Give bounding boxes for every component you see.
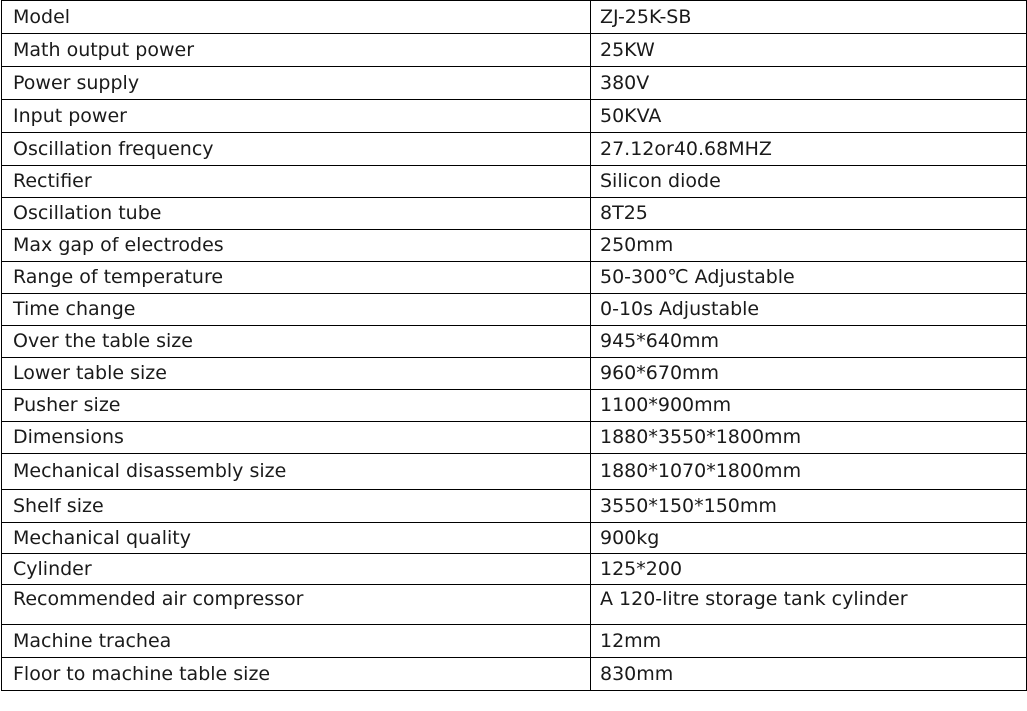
param-value-cell: 945*640mm — [591, 326, 1027, 358]
table-row — [2, 34, 1027, 67]
param-value-cell: 1880*1070*1800mm — [591, 454, 1027, 490]
table-row — [2, 554, 1027, 585]
param-value-cell: 125*200 — [591, 554, 1027, 585]
param-name-cell: Over the table size — [2, 326, 591, 358]
param-name-cell: Time change — [2, 294, 591, 326]
param-name-cell: Shelf size — [2, 490, 591, 523]
param-value-cell: 830mm — [591, 658, 1027, 691]
param-name-cell: Recommended air compressor — [2, 585, 591, 625]
table-row — [2, 326, 1027, 358]
table-row — [2, 658, 1027, 691]
table-row — [2, 490, 1027, 523]
param-name-cell: Machine trachea — [2, 625, 591, 658]
param-name-cell: Mechanical quality — [2, 523, 591, 554]
spec-table — [1, 0, 1027, 691]
param-name-cell: Oscillation tube — [2, 198, 591, 230]
param-name-cell: Power supply — [2, 67, 591, 100]
spec-table-body — [2, 1, 1027, 691]
param-name-cell: Range of temperature — [2, 262, 591, 294]
table-row — [2, 523, 1027, 554]
param-value-cell: Silicon diode — [591, 166, 1027, 198]
param-name-cell: Dimensions — [2, 422, 591, 454]
table-row — [2, 390, 1027, 422]
table-row — [2, 1, 1027, 34]
param-name-cell: Floor to machine table size — [2, 658, 591, 691]
table-row — [2, 294, 1027, 326]
table-row — [2, 166, 1027, 198]
table-row — [2, 422, 1027, 454]
param-name-cell: Oscillation frequency — [2, 133, 591, 166]
param-name-cell: Math output power — [2, 34, 591, 67]
param-name-cell: Model — [2, 1, 591, 34]
param-value-cell: 900kg — [591, 523, 1027, 554]
param-name-cell: Max gap of electrodes — [2, 230, 591, 262]
param-name-cell: Pusher size — [2, 390, 591, 422]
param-value-cell: ZJ-25K-SB — [591, 1, 1027, 34]
param-name-cell: Mechanical disassembly size — [2, 454, 591, 490]
param-value-cell: 3550*150*150mm — [591, 490, 1027, 523]
param-value-cell: 0-10s Adjustable — [591, 294, 1027, 326]
param-value-cell: 50KVA — [591, 100, 1027, 133]
param-value-cell: 1880*3550*1800mm — [591, 422, 1027, 454]
table-row — [2, 454, 1027, 490]
param-value-cell: 1100*900mm — [591, 390, 1027, 422]
param-value-cell: 8T25 — [591, 198, 1027, 230]
table-row — [2, 358, 1027, 390]
param-name-cell: Rectifier — [2, 166, 591, 198]
param-value-cell: A 120-litre storage tank cylinder — [591, 585, 1027, 625]
param-value-cell: 25KW — [591, 34, 1027, 67]
table-row — [2, 230, 1027, 262]
table-row — [2, 133, 1027, 166]
table-row — [2, 585, 1027, 625]
param-name-cell: Input power — [2, 100, 591, 133]
param-name-cell: Cylinder — [2, 554, 591, 585]
table-row — [2, 262, 1027, 294]
table-row — [2, 198, 1027, 230]
table-row — [2, 67, 1027, 100]
param-value-cell: 960*670mm — [591, 358, 1027, 390]
table-row — [2, 625, 1027, 658]
table-row — [2, 100, 1027, 133]
param-value-cell: 12mm — [591, 625, 1027, 658]
param-value-cell: 50-300℃ Adjustable — [591, 262, 1027, 294]
param-value-cell: 250mm — [591, 230, 1027, 262]
param-value-cell: 27.12or40.68MHZ — [591, 133, 1027, 166]
param-value-cell: 380V — [591, 67, 1027, 100]
param-name-cell: Lower table size — [2, 358, 591, 390]
